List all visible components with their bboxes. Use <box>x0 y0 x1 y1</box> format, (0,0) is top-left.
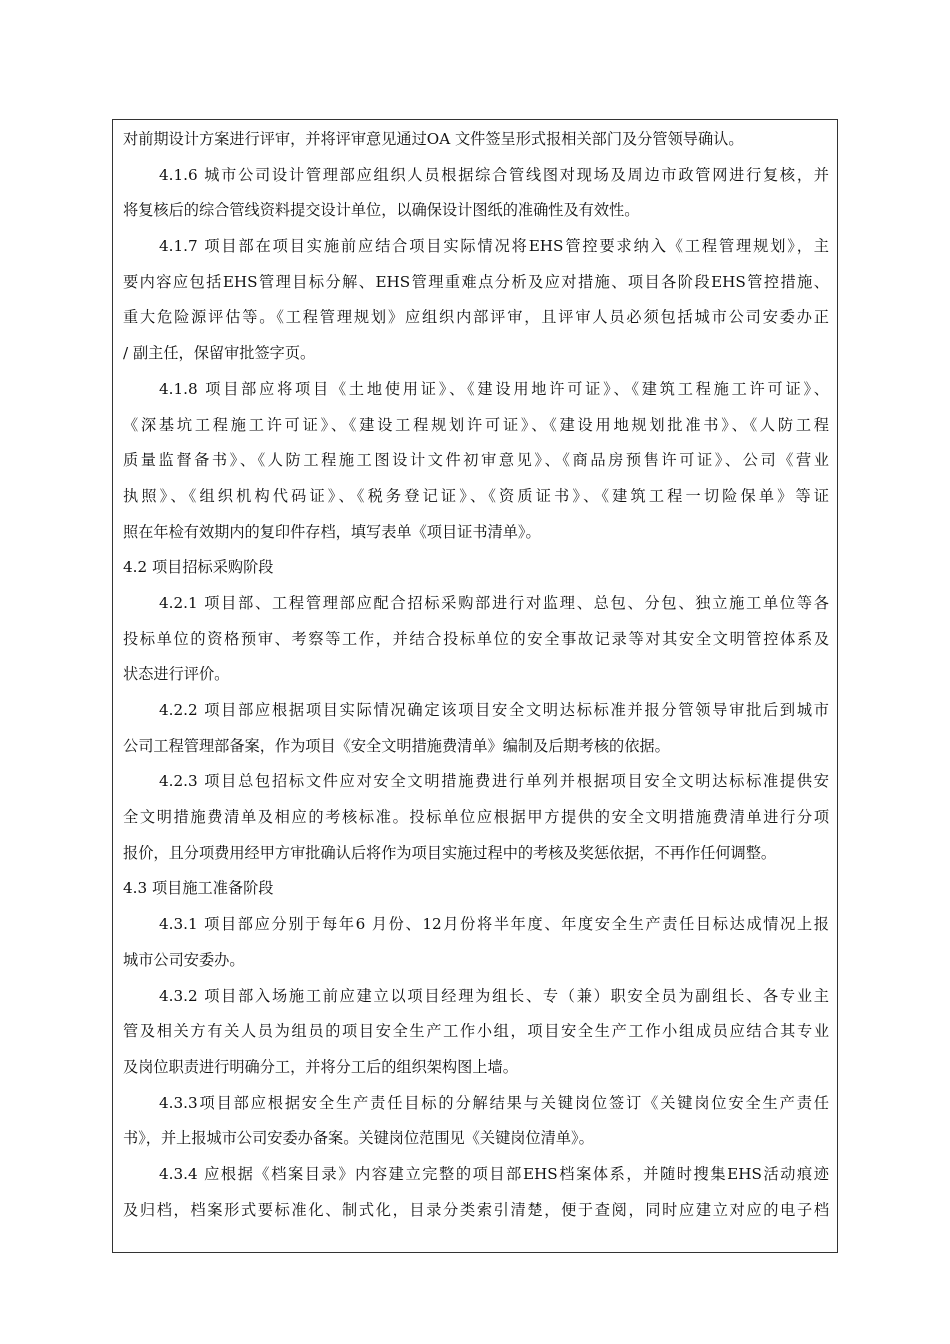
text-line: 及岗位职责进行明确分工，并将分工后的组织架构图上墙。 <box>123 1057 518 1076</box>
text-line: 公司工程管理部备案，作为项目《安全文明措施费清单》编制及后期考核的依据。 <box>123 736 670 755</box>
text-line: 书》，并上报城市公司安委办备案。关键岗位范围见《关键岗位清单》。 <box>123 1129 594 1148</box>
text-line: 状态进行评价。 <box>123 665 230 684</box>
text-line: 要内容应包括EHS管理目标分解、EHS管理重难点分析及应对措施、项目各阶段EHS管控措施、 <box>123 272 829 291</box>
text-line: 4.2 项目招标采购阶段 <box>123 558 274 577</box>
text-line: 管及相关方有关人员为组员的项目安全生产工作小组，项目安全生产工作小组成员应结合其专业 <box>123 1022 829 1041</box>
text-line: / 副主任，保留审批签字页。 <box>123 344 316 363</box>
text-line: 4.1.6 城市公司设计管理部应组织人员根据综合管线图对现场及周边市政管网进行复核，并 <box>159 165 829 184</box>
text-line: 城市公司安委办。 <box>123 950 245 969</box>
text-line: 4.1.7 项目部在项目实施前应结合项目实际情况将EHS管控要求纳入《工程管理规划》，主 <box>159 237 829 256</box>
text-line: 照在年检有效期内的复印件存档，填写表单《项目证书清单》。 <box>123 522 541 541</box>
text-line: 全文明措施费清单及相应的考核标准。投标单位应根据甲方提供的安全文明措施费清单进行分项 <box>123 808 829 827</box>
text-line: 4.3.1 项目部应分别于每年6 月份、12月份将半年度、年度安全生产责任目标达成情况上报 <box>159 915 829 934</box>
text-line: 投标单位的资格预审、考察等工作，并结合投标单位的安全事故记录等对其安全文明管控体系及 <box>123 629 829 648</box>
text-line: 4.3.4 应根据《档案目录》内容建立完整的项目部EHS档案体系，并随时搜集EHS活动痕迹 <box>159 1164 829 1183</box>
text-line: 对前期设计方案进行评审，并将评审意见通过OA 文件签呈形式报相关部门及分管领导确认。 <box>123 130 744 148</box>
text-line: 及归档，档案形式要标准化、制式化，目录分类索引清楚，便于查阅，同时应建立对应的电子档 <box>123 1200 829 1219</box>
text-line: 将复核后的综合管线资料提交设计单位，以确保设计图纸的准确性及有效性。 <box>123 201 640 220</box>
text-line: 重大危险源评估等。《工程管理规划》应组织内部评审，且评审人员必须包括城市公司安委办正 <box>123 308 829 327</box>
text-line: 4.3 项目施工准备阶段 <box>123 879 274 898</box>
text-line: 4.2.1 项目部、工程管理部应配合招标采购部进行对监理、总包、分包、独立施工单位等各 <box>159 593 829 612</box>
document-body <box>123 122 829 1228</box>
text-line: 4.2.2 项目部应根据项目实际情况确定该项目安全文明达标标准并报分管领导审批后到城市 <box>159 701 829 719</box>
text-line: 4.3.2 项目部入场施工前应建立以项目经理为组长、专（兼）职安全员为副组长、各专业主 <box>159 986 829 1005</box>
text-line: 4.3.3项目部应根据安全生产责任目标的分解结果与关键岗位签订《关键岗位安全生产责任 <box>159 1093 829 1112</box>
text-line: 《深基坑工程施工许可证》、《建设工程规划许可证》、《建设用地规划批准书》、《人防工程 <box>123 415 829 434</box>
text-line: 质量监督备书》、《人防工程施工图设计文件初审意见》、《商品房预售许可证》、公司《营业 <box>123 451 829 470</box>
text-line: 4.2.3 项目总包招标文件应对安全文明措施费进行单列并根据项目安全文明达标标准提供安 <box>159 772 829 791</box>
text-line: 报价，且分项费用经甲方审批确认后将作为项目实施过程中的考核及奖惩依据，不再作任何调整。 <box>123 843 777 862</box>
text-line: 执照》、《组织机构代码证》、《税务登记证》、《资质证书》、《建筑工程一切险保单》等证 <box>123 486 829 505</box>
text-line: 4.1.8 项目部应将项目《土地使用证》、《建设用地许可证》、《建筑工程施工许可证》、 <box>159 379 829 398</box>
